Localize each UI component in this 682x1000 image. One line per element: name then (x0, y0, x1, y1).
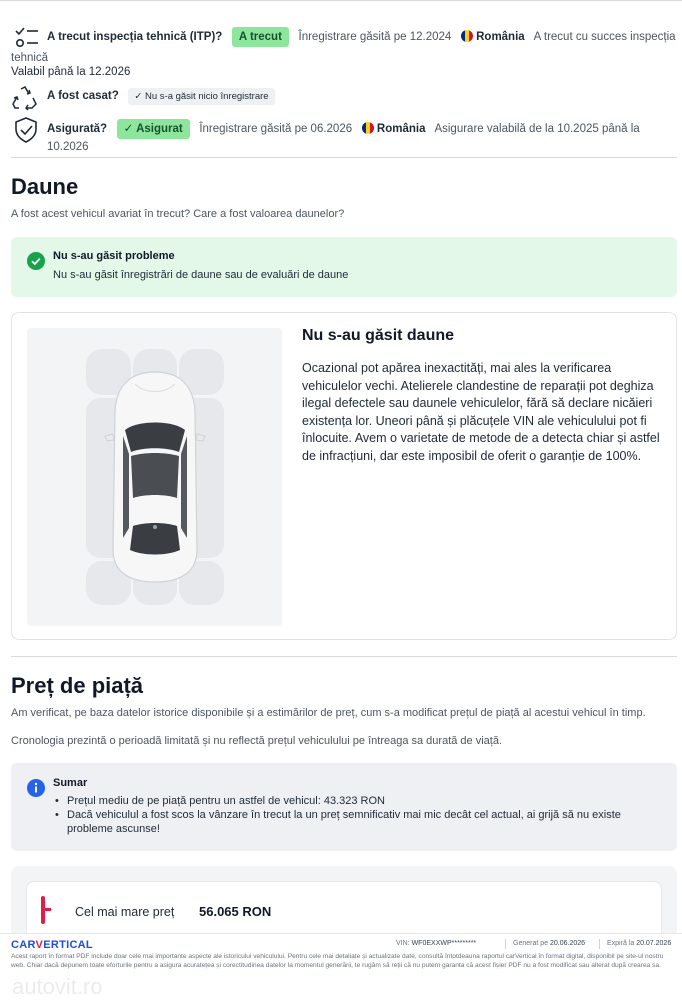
summary-list (53, 794, 653, 836)
scrapped-question: A fost casat? (47, 90, 119, 102)
carvertical-logo (11, 939, 93, 951)
insured-country: România (376, 123, 426, 135)
vin-meta (396, 940, 476, 947)
insured-badge: ✓ Asigurat (117, 119, 190, 139)
meta-separator (505, 939, 506, 949)
itp-validity: Valabil până la 12.2026 (11, 66, 131, 78)
recycle-icon (11, 84, 39, 112)
meta-separator (599, 939, 600, 949)
no-damage-text: Ocazional pot apărea inexactități, mai ales la verificarea vehiculelor vechi. Atelierele clandestine de reparații pot deghiza ilegal defectele sau daunele vehiculelor, fără să declare nicăieri existența lor. Uneori până și plăcuțele VIN ale vehiculului pot fi înlocuite. Avem o varietate de metode de a detecta chiar și astfel de infracțiuni, dar este imposibil de oferit o garanție de 100%. (302, 361, 660, 463)
itp-note: A trecut cu succes inspecția (533, 31, 676, 43)
info-icon (27, 779, 45, 797)
logo-part: CAR (11, 939, 36, 951)
expires-meta (607, 940, 671, 947)
itp-country: România (476, 31, 525, 43)
vin-value: WF0EXXWP********* (411, 940, 477, 947)
expires-value: 20.07.2026 (636, 940, 672, 947)
damage-lead: A fost acest vehicul avariat în trecut? Care a fost valoarea daunelor? (11, 208, 345, 220)
itp-question: A trecut inspecția tehnică (ITP)? (47, 31, 223, 43)
alert-title: Nu s-au găsit probleme (53, 250, 175, 262)
shield-check-icon (13, 116, 41, 144)
market-lead-1: Am verificat, pe baza datelor istorice disponibile și a estimărilor de preț, cum s-a modificat prețul de piață al acestui vehicul în timp. (11, 707, 646, 719)
insured-badge-label: Asigurat (136, 123, 183, 135)
divider (11, 157, 677, 158)
highest-price-value: 56.065 RON (199, 904, 272, 919)
summary-box (11, 763, 677, 851)
scrapped-badge-label: Nu s-a găsit nicio înregistrare (145, 91, 269, 102)
scrapped-badge: ✓ Nu s-a găsit nicio înregistrare (128, 88, 274, 105)
checklist-icon (13, 25, 41, 53)
romania-flag-icon (461, 30, 473, 42)
disclaimer-text: Acest raport în format PDF include doar cele mai importante aspecte ale istoricului vehiculului. Pentru cele mai detaliate și actualizate date, consultă întotdeauna raportul carVertical în format digital, disponibil pe site-ul nostru web. Chiar dacă depunem toate eforturile pentru a asigura acuratețea și corectitudinea datelor la momentul generării, te rugăm să reții că nu putem garanta că acest fișier PDF nu a fost modificat sau alterat după crearea sa. (11, 953, 664, 969)
itp-badge: A trecut (232, 27, 289, 47)
damage-title: Daune (11, 174, 79, 199)
no-damage-title: Nu s-au găsit daune (302, 327, 455, 344)
generated-value: 20.06.2026 (549, 940, 586, 947)
report-footer (0, 933, 682, 1000)
insured-question: Asigurată? (47, 123, 108, 135)
highest-price-label: Cel mai mare preț (75, 905, 175, 919)
itp-note-cont: tehnică (11, 52, 49, 64)
summary-item: • Prețul mediu de pe piață pentru un astfel de vehicul: 43.323 RON (53, 794, 653, 808)
watermark: autovit.ro (12, 974, 103, 999)
car-top-view-image (27, 328, 282, 626)
alert-text: Nu s-au găsit înregistrări de daune sau de evaluări de daune (53, 269, 349, 281)
market-lead-2: Cronologia prezintă o perioadă limitată și nu reflectă prețul vehiculului pe întreaga sa durată de viață. (11, 735, 503, 747)
itp-record: Înregistrare găsită pe 12.2024 (298, 31, 452, 43)
market-title: Preț de piață (11, 673, 144, 698)
vin-label: VIN: (396, 940, 410, 947)
generated-label: Generat pe (513, 940, 549, 947)
insured-note: Asigurare valabilă de la 10.2025 până la 10.2026 (47, 123, 640, 153)
insured-record: Înregistrare găsită pe 06.2026 (199, 123, 353, 135)
summary-item: • Dacă vehiculul a fost scos la vânzare în trecut la un preț semnificativ mai mic decât cel actual, ai grijă să nu existe probleme ascunse! (53, 808, 653, 836)
top-rule (0, 0, 682, 1)
check-circle-icon (27, 252, 45, 270)
logo-part: V (35, 939, 44, 951)
divider (11, 656, 677, 657)
summary-title: Sumar (53, 777, 88, 789)
logo-part: ERTICAL (43, 939, 93, 951)
generated-meta (513, 940, 585, 947)
romania-flag-icon (362, 122, 374, 134)
no-problems-alert (11, 237, 677, 297)
expires-label: Expiră la (607, 940, 635, 947)
price-marker-tick (41, 908, 51, 911)
car-diagram (27, 328, 282, 626)
damage-card (11, 312, 677, 640)
